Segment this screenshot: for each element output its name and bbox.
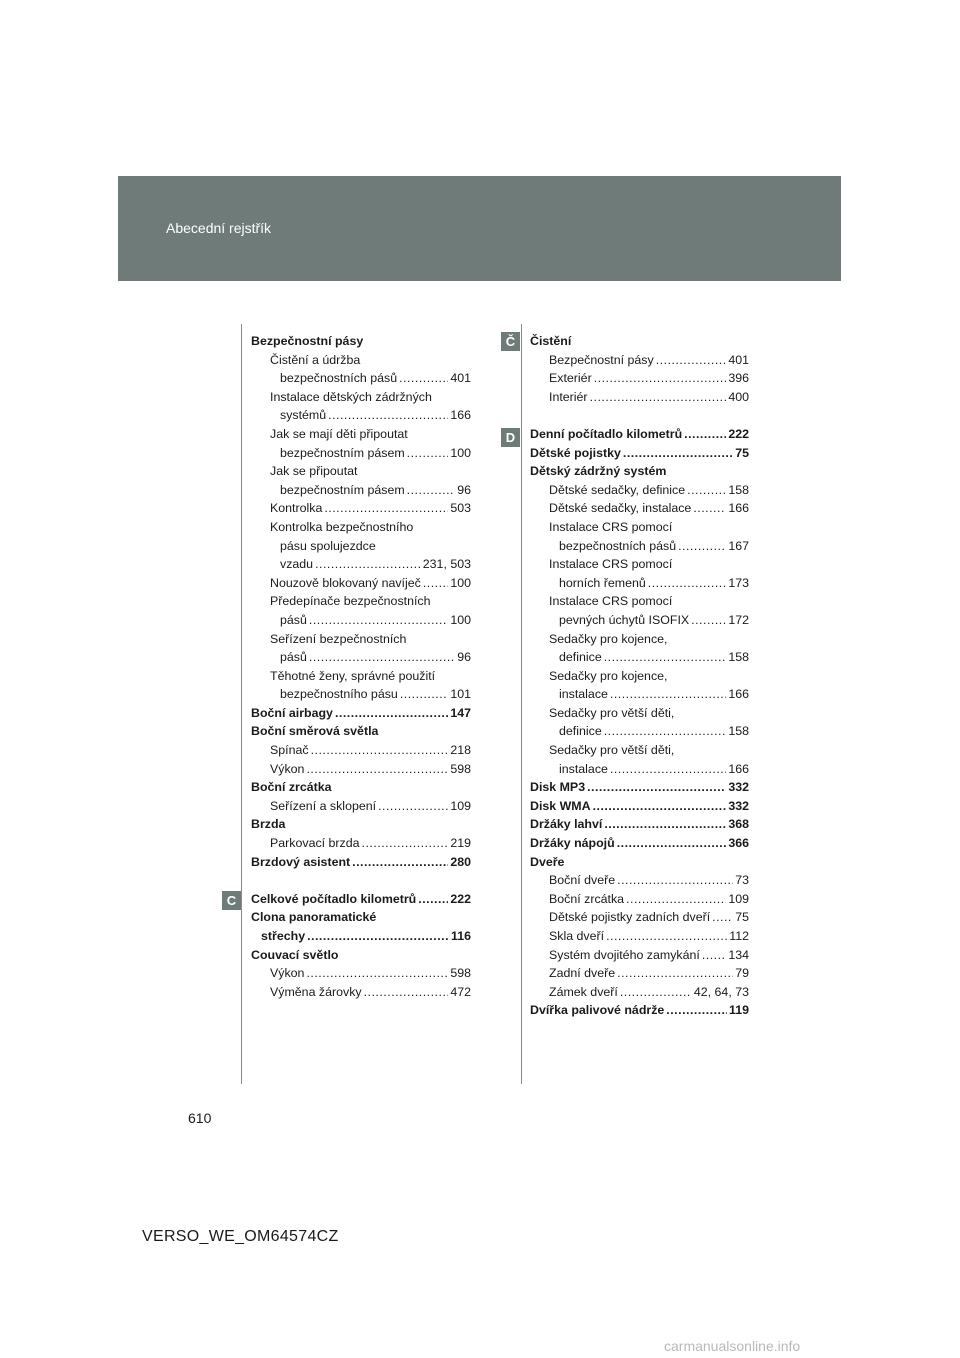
page-reference: 100 xyxy=(450,575,471,590)
page-reference: 116 xyxy=(451,929,471,943)
index-entry xyxy=(530,555,749,574)
index-entry xyxy=(251,444,471,463)
leader-dots xyxy=(648,574,727,593)
index-entry xyxy=(251,760,471,779)
index-term: Zámek dveří xyxy=(549,984,618,999)
leader-dots xyxy=(617,964,733,983)
index-entry xyxy=(530,630,749,649)
index-term: definice xyxy=(559,724,602,739)
index-entry xyxy=(251,853,471,872)
index-entry xyxy=(530,908,749,927)
index-entry xyxy=(530,592,749,611)
index-entry xyxy=(251,611,471,630)
index-entry xyxy=(251,667,471,686)
index-entry xyxy=(530,518,749,537)
index-term: střechy xyxy=(261,929,306,943)
index-term: Čistění a údržba xyxy=(270,352,361,367)
leader-dots xyxy=(617,871,733,890)
index-term: Parkovací brzda xyxy=(270,836,360,851)
index-term: Instalace CRS pomocí xyxy=(549,594,673,609)
index-entry xyxy=(251,908,471,927)
index-term: bezpečnostním pásem xyxy=(280,445,405,460)
index-entry xyxy=(530,946,749,965)
leader-dots xyxy=(590,388,727,407)
leader-dots xyxy=(306,760,448,779)
page-reference: 96 xyxy=(457,482,471,497)
index-term: Exteriér xyxy=(549,371,592,386)
index-entry xyxy=(251,964,471,983)
index-term: Skla dveří xyxy=(549,929,605,943)
page-reference: 166 xyxy=(728,501,749,516)
index-entry xyxy=(530,369,749,388)
leader-dots xyxy=(620,983,692,1002)
index-term: Interiér xyxy=(549,389,588,404)
index-term: Systém dvojitého zamykání xyxy=(549,947,700,962)
index-entry xyxy=(251,369,471,388)
leader-dots xyxy=(306,964,448,983)
index-entry xyxy=(530,388,749,407)
leader-dots xyxy=(712,908,733,927)
index-entry xyxy=(251,537,471,556)
leader-dots xyxy=(610,760,726,779)
page-reference: 101 xyxy=(450,687,471,702)
leader-dots xyxy=(687,481,726,500)
page-reference: 598 xyxy=(450,966,471,981)
page-reference: 280 xyxy=(450,854,471,869)
index-term: Boční směrová světla xyxy=(251,724,379,739)
page-reference: 598 xyxy=(450,761,471,776)
leader-dots xyxy=(626,890,726,909)
index-term: systémů xyxy=(280,408,327,423)
page-reference: 368 xyxy=(728,817,749,832)
index-term: instalace xyxy=(559,761,608,776)
index-term: Sedačky pro větší děti, xyxy=(549,705,675,720)
index-entry xyxy=(530,499,749,518)
index-entry xyxy=(251,388,471,407)
index-entry xyxy=(530,760,749,779)
leader-dots xyxy=(328,406,448,425)
leader-dots xyxy=(407,481,456,500)
index-entry xyxy=(530,648,749,667)
index-term: Disk WMA xyxy=(530,798,591,813)
page-reference: 231, 503 xyxy=(422,557,471,572)
page-reference: 503 xyxy=(450,501,471,516)
index-term: bezpečnostním pásem xyxy=(280,482,405,497)
index-entry xyxy=(251,685,471,704)
page-reference: 332 xyxy=(728,798,749,813)
index-entry xyxy=(530,853,749,872)
leader-dots xyxy=(656,351,727,370)
leader-dots xyxy=(593,797,727,816)
page-reference: 332 xyxy=(728,780,749,795)
index-entry xyxy=(251,406,471,425)
index-term: Držáky lahví xyxy=(530,817,603,832)
leader-dots xyxy=(702,946,726,965)
index-term: Brzda xyxy=(251,817,286,832)
leader-dots xyxy=(606,927,727,946)
page-reference: 75 xyxy=(735,910,749,925)
page-reference: 166 xyxy=(728,761,749,776)
index-entry xyxy=(251,946,471,965)
index-term: Seřízení bezpečnostních xyxy=(270,631,407,646)
index-term: Kontrolka xyxy=(270,501,323,516)
page-reference: 112 xyxy=(729,929,749,943)
index-term: vzadu xyxy=(280,557,314,572)
section-gap xyxy=(530,406,749,425)
index-entry xyxy=(251,592,471,611)
leader-dots xyxy=(693,499,726,518)
index-term: Couvací světlo xyxy=(251,947,339,962)
index-term: Dveře xyxy=(530,854,565,869)
index-entry xyxy=(530,425,749,444)
page-reference: 401 xyxy=(728,352,749,367)
index-term: Výměna žárovky xyxy=(270,984,362,999)
index-entry xyxy=(530,667,749,686)
index-entry xyxy=(530,927,749,946)
index-term: Instalace dětských zádržných xyxy=(270,389,432,404)
index-entry xyxy=(251,425,471,444)
index-entry xyxy=(530,964,749,983)
index-entry xyxy=(530,351,749,370)
index-term: Clona panoramatické xyxy=(251,910,377,925)
page-reference: 401 xyxy=(450,371,471,386)
index-entry xyxy=(530,444,749,463)
page-reference: 222 xyxy=(728,426,749,441)
page-reference: 134 xyxy=(728,947,749,962)
index-term: horních řemenů xyxy=(559,575,646,590)
leader-dots xyxy=(418,890,448,909)
index-term: Jak se připoutat xyxy=(270,464,358,479)
column-divider-left xyxy=(241,324,242,1084)
leader-dots xyxy=(594,369,727,388)
page-reference: 42, 64, 73 xyxy=(693,984,749,999)
index-entry xyxy=(530,574,749,593)
index-entry xyxy=(251,518,471,537)
leader-dots xyxy=(307,927,449,946)
index-entry xyxy=(530,741,749,760)
leader-dots xyxy=(623,444,733,463)
index-column-right xyxy=(530,332,749,1020)
index-entry xyxy=(251,927,471,946)
page-reference: 109 xyxy=(728,891,749,906)
column-divider-right xyxy=(521,324,522,1084)
leader-dots xyxy=(604,648,727,667)
page-number: 610 xyxy=(188,1110,212,1126)
index-entry xyxy=(251,499,471,518)
index-term: Boční airbagy xyxy=(251,705,333,720)
page-reference: 400 xyxy=(728,389,749,404)
index-term: definice xyxy=(559,650,602,665)
page-reference: 173 xyxy=(728,575,749,590)
page-reference: 119 xyxy=(729,1003,749,1018)
index-term: Spínač xyxy=(270,743,309,758)
index-entry xyxy=(530,537,749,556)
index-entry xyxy=(251,555,471,574)
index-term: Předepínače bezpečnostních xyxy=(270,594,431,609)
index-term: Těhotné ženy, správné použití xyxy=(270,668,436,683)
page-reference: 158 xyxy=(728,650,749,665)
index-term: instalace xyxy=(559,687,608,702)
leader-dots xyxy=(324,499,448,518)
index-entry xyxy=(251,630,471,649)
leader-dots xyxy=(666,1001,727,1020)
index-term: Celkové počítadlo kilometrů xyxy=(251,891,417,906)
index-term: Bezpečnostní pásy xyxy=(549,352,654,367)
page-reference: 219 xyxy=(450,836,471,851)
page-reference: 472 xyxy=(450,984,471,999)
index-term: Sedačky pro kojence, xyxy=(549,668,668,683)
watermark: carmanualsonline.info xyxy=(664,1338,801,1354)
index-term: Nouzově blokovaný navíječ xyxy=(270,575,421,590)
index-term: Denní počítadlo kilometrů xyxy=(530,426,683,441)
page-reference: 166 xyxy=(728,687,749,702)
index-term: Zadní dveře xyxy=(549,966,616,981)
page-reference: 100 xyxy=(450,612,471,627)
page-reference: 166 xyxy=(450,408,471,423)
index-entry xyxy=(251,462,471,481)
index-term: Dětské sedačky, definice xyxy=(549,482,686,497)
index-term: Dětské pojistky zadních dveří xyxy=(549,910,711,925)
index-entry xyxy=(251,722,471,741)
section-marker-c: C xyxy=(222,891,241,910)
index-term: Sedačky pro kojence, xyxy=(549,631,668,646)
page-reference: 75 xyxy=(735,445,749,460)
page-reference: 158 xyxy=(728,724,749,739)
index-term: bezpečnostních pásů xyxy=(559,538,677,553)
index-entry xyxy=(251,815,471,834)
index-term: Brzdový asistent xyxy=(251,854,351,869)
index-entry xyxy=(530,332,749,351)
page-reference: 109 xyxy=(450,798,471,813)
section-marker-c-caron: Č xyxy=(501,332,520,351)
leader-dots xyxy=(587,778,726,797)
leader-dots xyxy=(364,983,449,1002)
index-term: pevných úchytů ISOFIX xyxy=(559,612,690,627)
index-term: Dvířka palivové nádrže xyxy=(530,1003,665,1018)
page-header xyxy=(118,176,841,281)
index-entry xyxy=(530,481,749,500)
page-reference: 96 xyxy=(457,650,471,665)
leader-dots xyxy=(610,685,726,704)
index-term: Boční zrcátka xyxy=(251,780,332,795)
leader-dots xyxy=(378,797,448,816)
index-column-left xyxy=(251,332,471,1001)
index-term: Držáky nápojů xyxy=(530,836,615,851)
index-entry xyxy=(530,1001,749,1020)
index-term: Instalace CRS pomocí xyxy=(549,557,673,572)
index-entry xyxy=(530,685,749,704)
index-term: Dětský zádržný systém xyxy=(530,464,667,479)
index-term: Kontrolka bezpečnostního xyxy=(270,519,414,534)
index-entry xyxy=(530,871,749,890)
index-entry xyxy=(530,778,749,797)
leader-dots xyxy=(678,537,726,556)
page-reference: 222 xyxy=(450,891,471,906)
index-entry xyxy=(530,704,749,723)
leader-dots xyxy=(311,741,449,760)
leader-dots xyxy=(423,574,448,593)
index-term: pásů xyxy=(280,650,307,665)
index-term: pásu spolujezdce xyxy=(280,538,376,553)
index-term: Čistění xyxy=(530,334,572,348)
leader-dots xyxy=(335,704,448,723)
index-entry xyxy=(530,462,749,481)
index-entry xyxy=(530,797,749,816)
page-reference: 396 xyxy=(728,371,749,386)
leader-dots xyxy=(604,815,726,834)
index-term: bezpečnostního pásu xyxy=(280,687,398,702)
leader-dots xyxy=(407,444,449,463)
index-term: Bezpečnostní pásy xyxy=(251,334,364,348)
index-entry xyxy=(251,778,471,797)
index-entry xyxy=(530,611,749,630)
leader-dots xyxy=(617,834,727,853)
index-entry xyxy=(251,351,471,370)
index-entry xyxy=(530,722,749,741)
index-entry xyxy=(251,574,471,593)
leader-dots xyxy=(309,648,455,667)
leader-dots xyxy=(362,834,449,853)
index-term: Boční zrcátka xyxy=(549,891,625,906)
index-entry xyxy=(251,797,471,816)
index-term: Výkon xyxy=(270,761,305,776)
document-code: VERSO_WE_OM64574CZ xyxy=(142,1228,339,1245)
page-reference: 167 xyxy=(728,538,749,553)
index-entry xyxy=(251,332,471,351)
index-term: bezpečnostních pásů xyxy=(280,371,398,386)
leader-dots xyxy=(691,611,726,630)
index-entry xyxy=(530,983,749,1002)
section-marker-d: D xyxy=(501,428,520,447)
index-entry xyxy=(251,834,471,853)
index-entry xyxy=(251,704,471,723)
leader-dots xyxy=(309,611,448,630)
leader-dots xyxy=(352,853,448,872)
page-reference: 158 xyxy=(728,482,749,497)
index-term: Instalace CRS pomocí xyxy=(549,519,673,534)
index-entry xyxy=(530,834,749,853)
leader-dots xyxy=(399,369,448,388)
page-reference: 218 xyxy=(450,743,471,758)
index-entry xyxy=(251,648,471,667)
leader-dots xyxy=(315,555,421,574)
index-term: pásů xyxy=(280,612,307,627)
index-entry xyxy=(251,983,471,1002)
page-reference: 100 xyxy=(450,445,471,460)
index-term: Dětské sedačky, instalace xyxy=(549,501,692,516)
leader-dots xyxy=(400,685,449,704)
index-term: Disk MP3 xyxy=(530,780,586,795)
index-term: Sedačky pro větší děti, xyxy=(549,743,675,758)
index-term: Dětské pojistky xyxy=(530,445,621,460)
index-entry xyxy=(251,481,471,500)
page-reference: 73 xyxy=(735,873,749,888)
section-gap xyxy=(251,871,471,890)
leader-dots xyxy=(604,722,727,741)
leader-dots xyxy=(684,425,726,444)
index-term: Seřízení a sklopení xyxy=(270,798,377,813)
page-reference: 147 xyxy=(450,705,471,720)
page-reference: 366 xyxy=(728,836,749,851)
index-entry xyxy=(251,741,471,760)
page-reference: 172 xyxy=(728,612,749,627)
index-entry xyxy=(530,815,749,834)
index-term: Jak se mají děti připoutat xyxy=(270,426,408,441)
page-reference: 79 xyxy=(735,966,749,981)
index-term: Výkon xyxy=(270,966,305,981)
index-entry xyxy=(530,890,749,909)
index-term: Boční dveře xyxy=(549,873,616,888)
header-title: Abecední rejstřík xyxy=(166,220,272,236)
index-entry xyxy=(251,890,471,909)
